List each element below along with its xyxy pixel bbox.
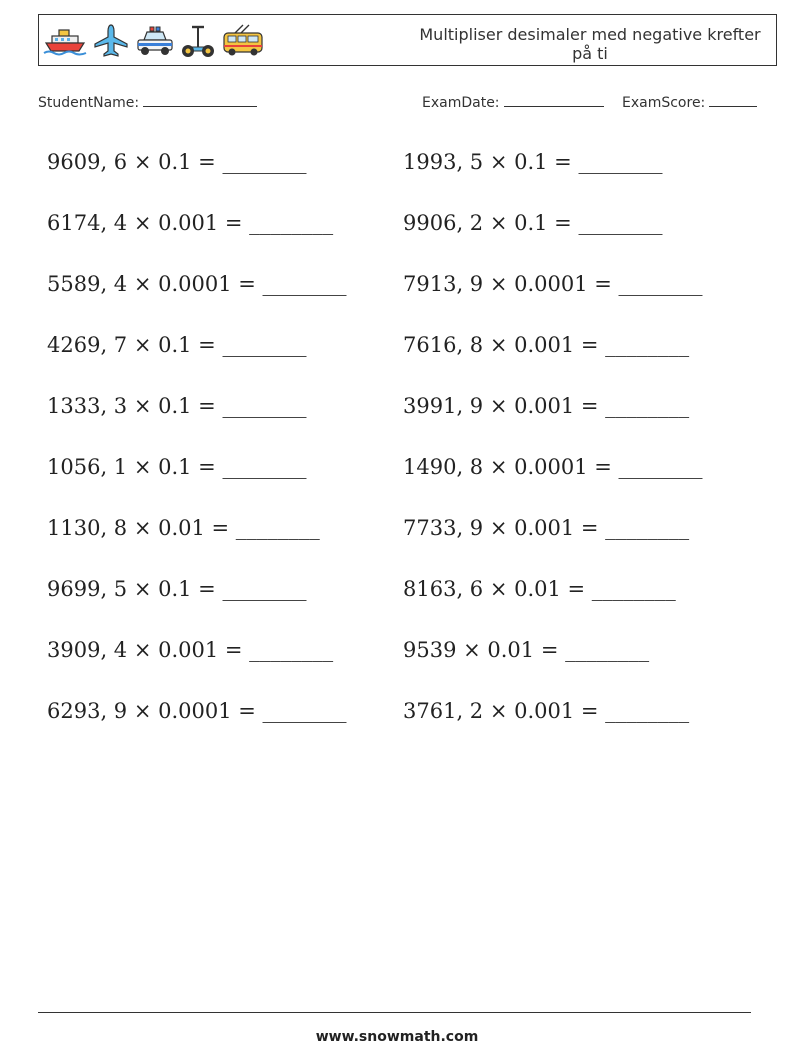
problem-right-2: 9906, 2 × 0.1 = ________ — [403, 211, 663, 235]
student-name-label: StudentName: — [38, 95, 140, 111]
exam-score-label: ExamScore: — [622, 95, 706, 111]
problem-left-5: 1333, 3 × 0.1 = ________ — [47, 394, 307, 418]
exam-date-label: ExamDate: — [422, 95, 500, 111]
problem-left-7: 1130, 8 × 0.01 = ________ — [47, 516, 320, 540]
problem-right-4: 7616, 8 × 0.001 = ________ — [403, 333, 690, 357]
page-title: Multipliser desimaler med negative krefter på ti — [419, 25, 761, 63]
problem-right-7: 7733, 9 × 0.001 = ________ — [403, 516, 690, 540]
problem-left-9: 3909, 4 × 0.001 = ________ — [47, 638, 334, 662]
problem-right-1: 1993, 5 × 0.1 = ________ — [403, 150, 663, 174]
problem-right-8: 8163, 6 × 0.01 = ________ — [403, 577, 676, 601]
problem-right-9: 9539 × 0.01 = ________ — [403, 638, 650, 662]
problem-right-6: 1490, 8 × 0.0001 = ________ — [403, 455, 703, 479]
problem-left-3: 5589, 4 × 0.0001 = ________ — [47, 272, 347, 296]
problem-left-8: 9699, 5 × 0.1 = ________ — [47, 577, 307, 601]
problem-left-1: 9609, 6 × 0.1 = ________ — [47, 150, 307, 174]
problem-left-4: 4269, 7 × 0.1 = ________ — [47, 333, 307, 357]
footer-url[interactable]: www.snowmath.com — [315, 1029, 479, 1045]
problem-right-3: 7913, 9 × 0.0001 = ________ — [403, 272, 703, 296]
problem-left-6: 1056, 1 × 0.1 = ________ — [47, 455, 307, 479]
problem-left-2: 6174, 4 × 0.001 = ________ — [47, 211, 334, 235]
problem-right-10: 3761, 2 × 0.001 = ________ — [403, 699, 690, 723]
problem-right-5: 3991, 9 × 0.001 = ________ — [403, 394, 690, 418]
footer-divider — [38, 1012, 751, 1013]
problem-left-10: 6293, 9 × 0.0001 = ________ — [47, 699, 347, 723]
